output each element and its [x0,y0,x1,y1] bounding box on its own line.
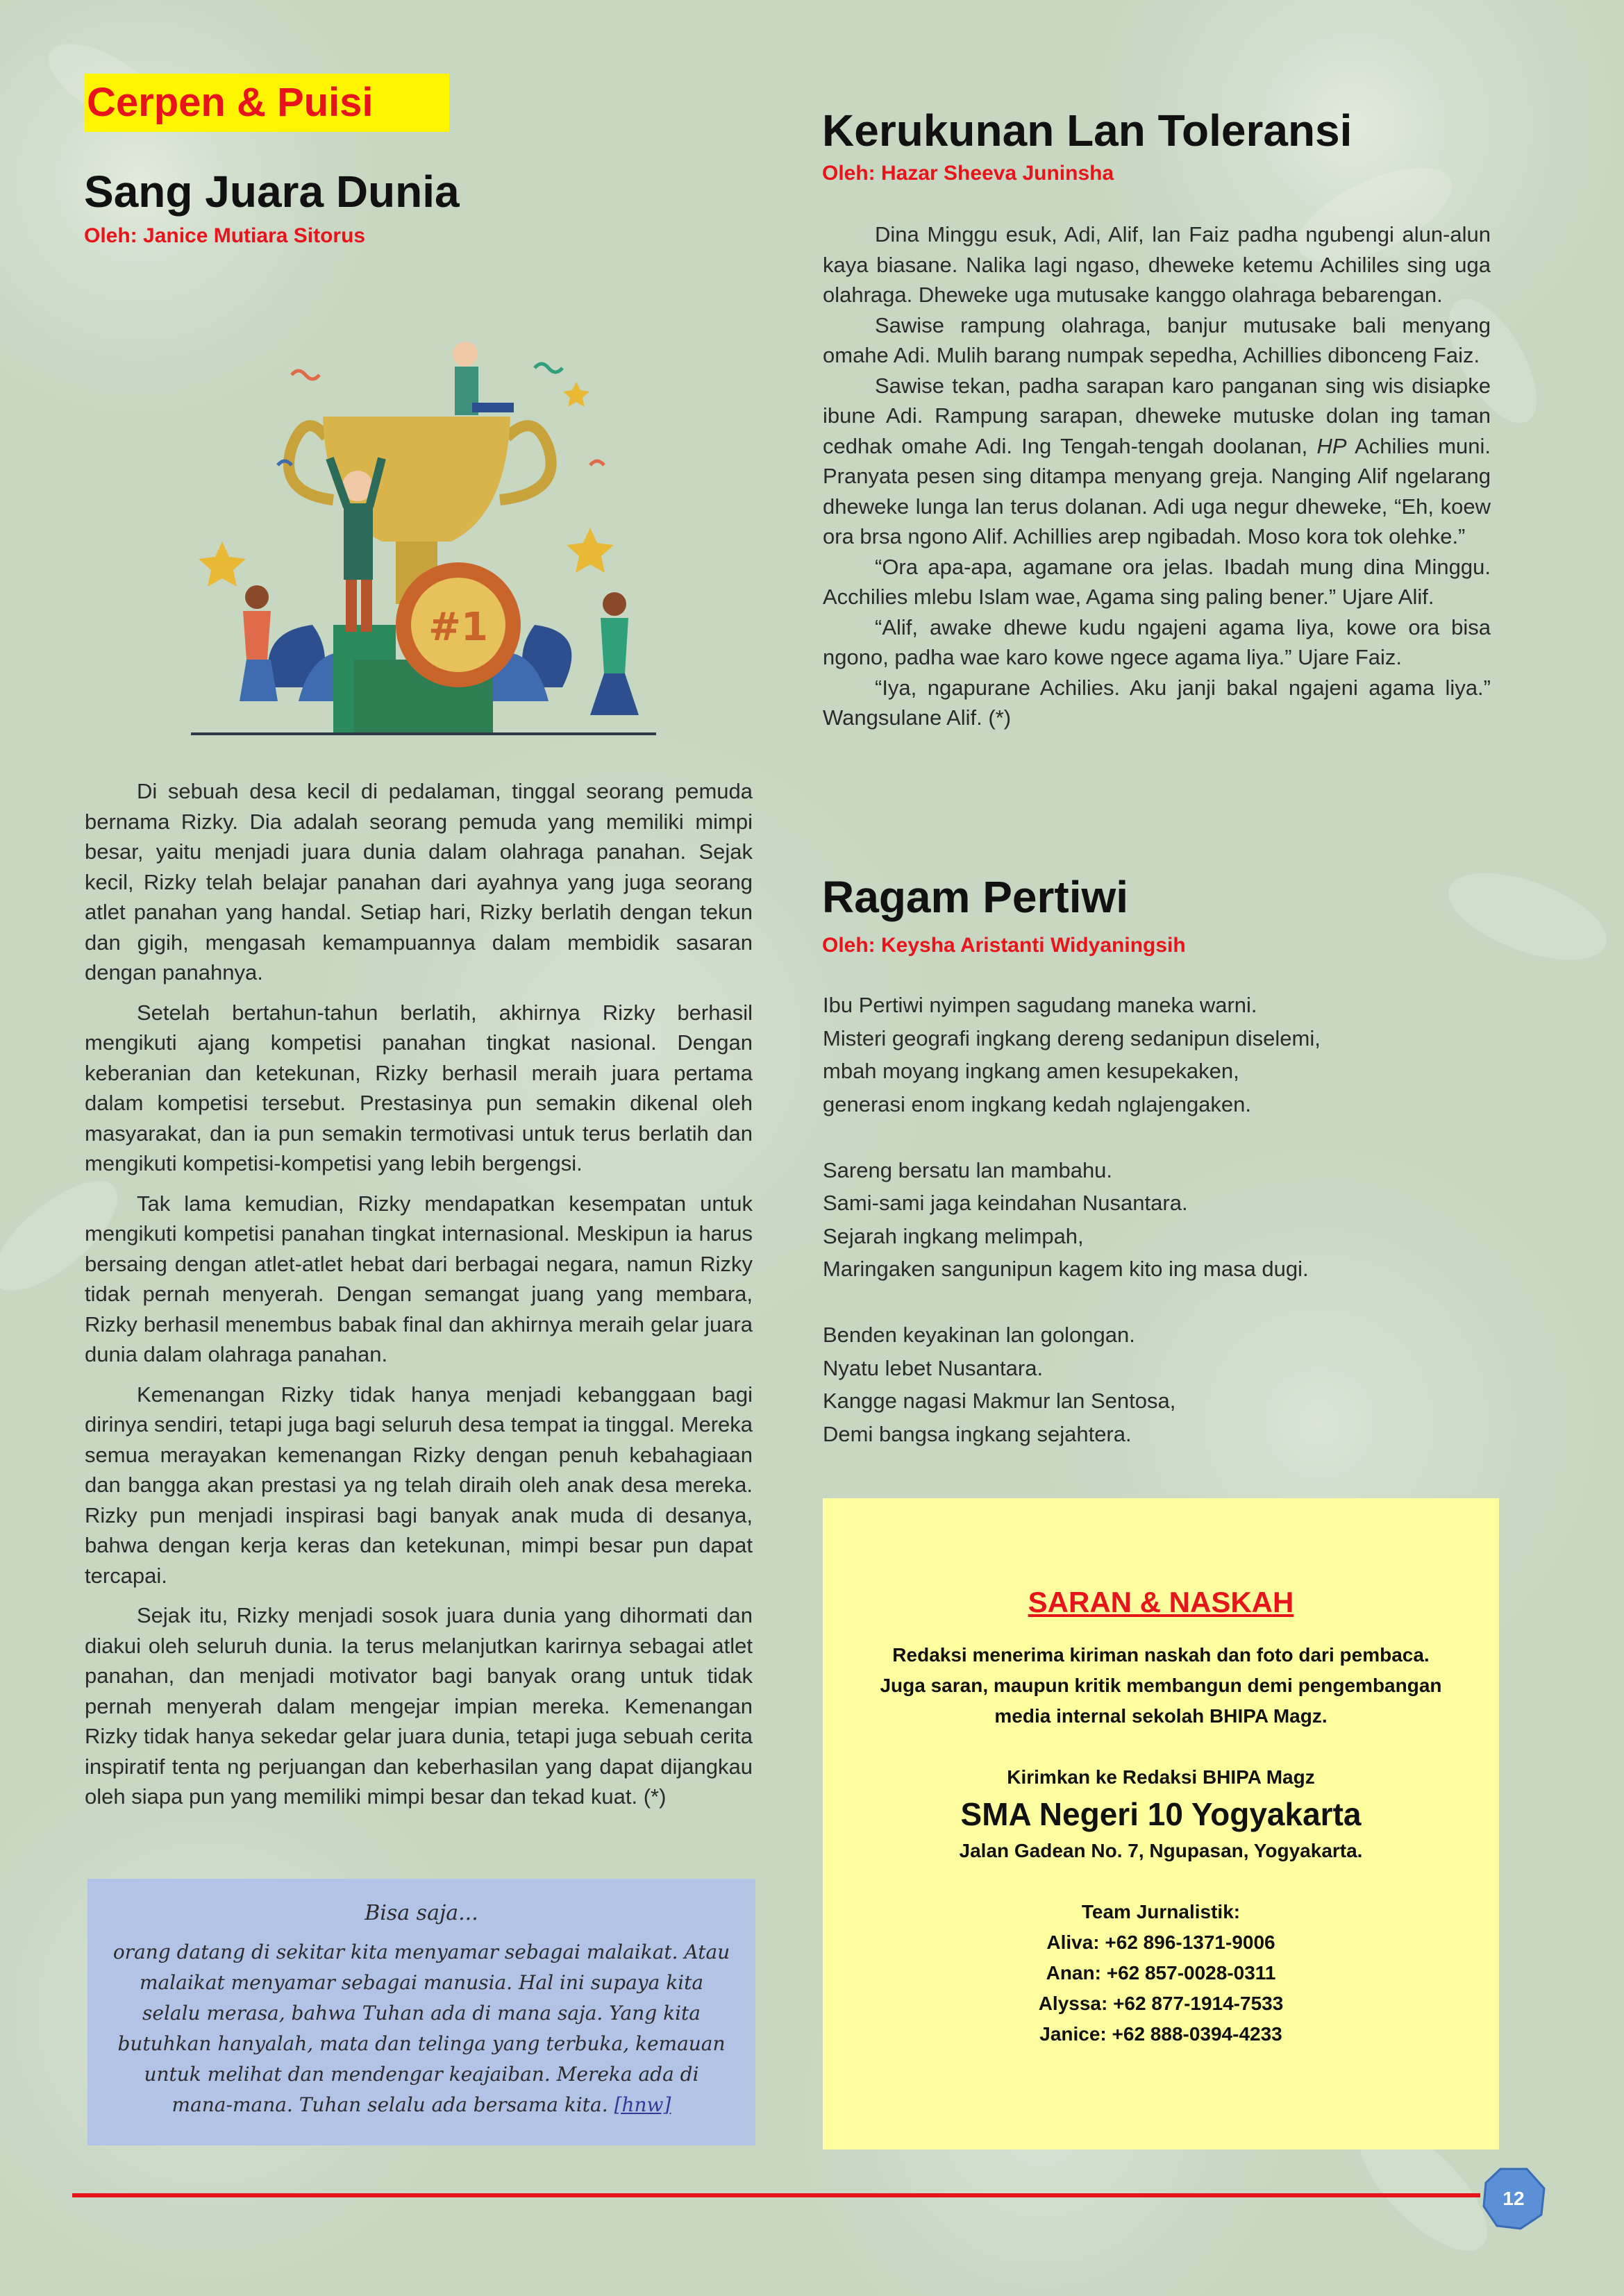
poem-line: Nyatu lebet Nusantara. [823,1355,1044,1380]
poem-body [823,989,1321,1484]
story1-paragraph: Tak lama kemudian, Rizky mendapatkan kesempatan untuk mengikuti kompetisi panahan tingkat internasional. Meskipun ia harus bersaing dengan atlet-atlet hebat dari berbagai negara, namun Rizky tidak pernah menyerah. Dengan semangat juang yang membara, Rizky berhasil menembus babak final dan akhirnya meraih gelar juara dunia dalam olahraga panahan. [85,1191,753,1366]
poem-author: Oleh: Keysha Aristanti Widyaningsih [822,934,1186,957]
story1-paragraph: Kemenangan Rizky tidak hanya menjadi kebanggaan bagi dirinya sendiri, tetapi juga bagi seluruh desa tempat ia tinggal. Mereka semua merayakan kemenangan Rizky dengan penuh kebahagiaan dan bangga akan prestasi ya ng telah diraih oleh anak desa mereka. Rizky pun menjadi inspirasi bagi banyak anak muda di desanya, bahwa dengan kerja keras dan ketekunan, mimpi besar pun dapat tercapai. [85,1382,753,1588]
info-title: SARAN & NASKAH [1028,1586,1294,1618]
poem-line: Kangge nagasi Makmur lan Sentosa, [823,1389,1176,1413]
story2-text: Sawise tekan, padha sarapan karo panganan sing wis disiapke ibune Adi. Rampung sarapan, dheweke mutuske dolan ing taman cedhak omahe Adi. Ing Tengah-tengah doolanan, [823,373,1491,458]
story1-title: Sang Juara Dunia [84,167,460,217]
info-contact: Aliva: +62 896-1371-9006 [1046,1932,1275,1953]
trophy-illustration [174,326,673,743]
svg-text:#1: #1 [428,605,488,650]
story2-paragraph: “Iya, ngapurane Achilies. Aku janji bakal ngajeni agama liya.” Wangsulane Alif. (*) [823,675,1491,730]
story2-text: Achilies muni. Pranyata pesen sing ditampa menyang greja. Nanging Alif ngelarang dheweke lunga lan terus dolanan. Adi uga negur dheweke, “Eh, koew ora brsa ngono Alif. Achillies arep ngibadah. Moso kora tok olehke.” [823,433,1491,548]
info-contact: Janice: +62 888-0394-4233 [1039,2023,1282,2045]
quote-signature: [hnw] [614,2093,671,2116]
quote-box [87,1879,755,2145]
poem-stanza [823,989,1321,1121]
story1-author: Oleh: Janice Mutiara Sitorus [84,224,366,247]
info-contact: Alyssa: +62 877-1914-7533 [1038,1993,1284,2014]
poem-line: Sami-sami jaga keindahan Nusantara. [823,1191,1188,1215]
poem-line: Ibu Pertiwi nyimpen sagudang maneka warni. [823,993,1257,1017]
poem-line: Sejarah ingkang melimpah, [823,1223,1084,1248]
poem-title: Ragam Pertiwi [822,872,1129,922]
story1-paragraph: Di sebuah desa kecil di pedalaman, tinggal seorang pemuda bernama Rizky. Dia adalah seorang pemuda yang memiliki mimpi besar, yaitu menjadi juara dunia dalam olahraga panahan. Sejak kecil, Rizky telah belajar panahan dari ayahnya yang juga seorang atlet panahan yang handal. Setiap hari, Rizky berlatih dengan tekun dan gigih, mengasah kemampuannya dalam membidik sasaran dengan panahnya. [85,779,753,984]
poem-line: Maringaken sangunipun kagem kito ing masa dugi. [823,1257,1309,1281]
story2-emphasis: HP [1316,433,1347,458]
footer-rule [72,2193,1480,2197]
page-number-badge [1482,2166,1546,2230]
section-tag: Cerpen & Puisi [84,74,449,132]
story2-paragraph: “Ora apa-apa, agamane ora jelas. Ibadah mung dina Minggu. Acchilies mlebu Islam wae, Agama sing paling bener.” Ujare Alif. [823,554,1491,609]
story2-paragraph [823,371,1491,552]
poem-line: generasi enom ingkang kedah nglajengaken. [823,1091,1252,1116]
info-team-label: Team Jurnalistik: [1081,1901,1241,1922]
poem-stanza [823,1318,1321,1450]
info-contact: Anan: +62 857-0028-0311 [1046,1962,1276,1984]
poem-stanza [823,1154,1321,1286]
story1-paragraph: Sejak itu, Rizky menjadi sosok juara dunia yang dihormati dan diakui oleh seluruh dunia. Ia terus melanjutkan karirnya sebagai atlet panahan, dan menjadi motivator bagi banyak orang untuk tidak pernah menyerah dalam mengejar impian mereka. Kemenangan Rizky tidak hanya sekedar gelar juara dunia, tetapi juga sebuah cerita inspiratif tenta ng perjuangan dan keberhasilan yang dapat dijangkau oleh siapa pun yang memiliki mimpi besar dan tekad kuat. (*) [85,1603,753,1809]
poem-line: mbah moyang ingkang amen kesupekaken, [823,1059,1239,1083]
story1-paragraph: Setelah bertahun-tahun berlatih, akhirnya Rizky berhasil mengikuti ajang kompetisi panahan tingkat nasional. Dengan keberanian dan ketekunan, Rizky berhasil meraih juara pertama dalam kompetisi tersebut. Prestasinya pun semakin dikenal oleh masyarakat, dan ia pun semakin termotivasi untuk terus berlatih dan mengikuti kompetisi-kompetisi yang lebih bergengsi. [85,1000,753,1175]
info-address: Jalan Gadean No. 7, Ngupasan, Yogyakarta. [959,1840,1363,1861]
quote-text [111,1937,732,2120]
story1-body [85,776,753,1812]
story2-author: Oleh: Hazar Sheeva Juninsha [822,162,1114,185]
page-number: 12 [1502,2188,1525,2209]
story2-paragraph: “Alif, awake dhewe kudu ngajeni agama liya, kowe ora bisa ngono, padha wae karo kowe ngece agama liya.” Ujare Faiz. [823,614,1491,669]
poem-line: Demi bangsa ingkang sejahtera. [823,1421,1132,1446]
submission-info-box [823,1498,1499,2150]
poem-line: Sareng bersatu lan mambahu. [823,1157,1113,1182]
info-body: Redaksi menerima kiriman naskah dan foto dari pembaca. Juga saran, maupun kritik membangun demi pengembangan media internal sekolah BHIPA Magz. [880,1644,1442,1727]
quote-title: Bisa saja... [365,1901,478,1925]
quote-body: orang datang di sekitar kita menyamar sebagai malaikat. Atau malaikat menyamar sebagai manusia. Hal ini supaya kita selalu merasa, bahwa Tuhan ada di mana saja. Yang kita butuhkan hanyalah, mata dan telinga yang terbuka, kemauan untuk melihat dan mendengar keajaiban. Mereka ada di mana-mana. Tuhan selalu ada bersama kita. [112,1941,730,2116]
info-send-to: Kirimkan ke Redaksi BHIPA Magz [1007,1766,1315,1788]
info-school: SMA Negeri 10 Yogyakarta [960,1796,1362,1832]
poem-line: Benden keyakinan lan golongan. [823,1323,1135,1347]
story2-paragraph: Sawise rampung olahraga, banjur mutusake bali menyang omahe Adi. Mulih barang numpak sepedha, Achillies dibonceng Faiz. [823,312,1491,367]
story2-paragraph: Dina Minggu esuk, Adi, Alif, lan Faiz padha ngubengi alun-alun kaya biasane. Nalika lagi ngaso, dheweke ketemu Achililes sing uga olahraga. Dheweke uga mutusake kanggo olahraga bebarengan. [823,222,1491,307]
story2-body [823,219,1491,733]
poem-line: Misteri geografi ingkang dereng sedanipun diselemi, [823,1025,1321,1050]
story2-title: Kerukunan Lan Toleransi [822,106,1353,156]
